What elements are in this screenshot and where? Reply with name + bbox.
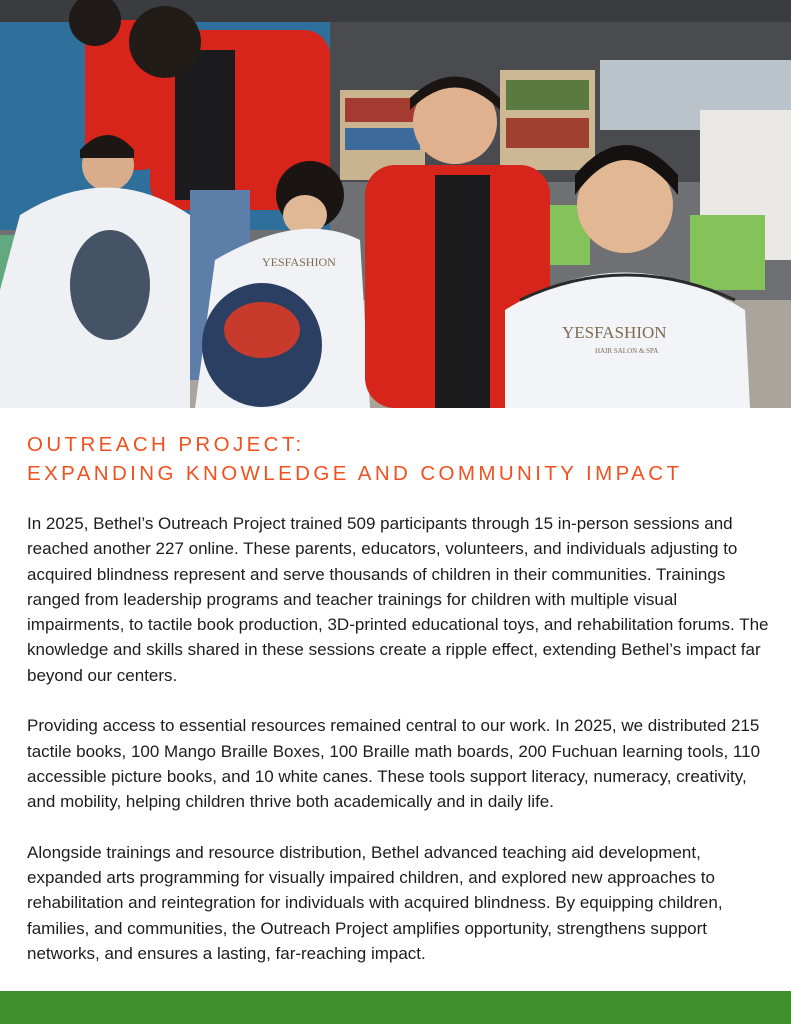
cape-subtext: HAIR SALON & SPA [595, 347, 659, 355]
paragraph-trainings: In 2025, Bethel’s Outreach Project trained 509 participants through 15 in-person sessions and reached another 227 online. These parents, educators, volunteers, and individuals adjusting to acquired blindness represent and serve thousands of children in their communities. Trainings ranged from leadership programs and teacher trainings for children with multiple visual impairments, to tactile book production, 3D-printed educational toys, and rehabilitation forums. The knowledge and skills shared in these sessions create a ripple effect, extending Bethel’s impact far beyond our centers. [27, 514, 769, 685]
heading-line-2: EXPANDING KNOWLEDGE AND COMMUNITY IMPACT [27, 462, 683, 485]
body-text [27, 511, 772, 992]
footer-bar [0, 991, 791, 1024]
cape-brand-text: YESFASHION [562, 323, 667, 342]
paragraph-development: Alongside trainings and resource distribution, Bethel advanced teaching aid development, expanded arts programming for visually impaired children, and explored new approaches to rehabilitation and reintegration for individuals with acquired blindness. By equipping children, families, and communities, the Outreach Project amplifies opportunity, strengthens support networks, and ensures a lasting, far-reaching impact. [27, 842, 723, 964]
hero-photo [0, 0, 791, 408]
heading-line-1: OUTREACH PROJECT: [27, 433, 305, 456]
paragraph-resources: Providing access to essential resources remained central to our work. In 2025, we distributed 215 tactile books, 100 Mango Braille Boxes, 100 Braille math boards, 200 Fuchuan learning tools, 110 accessible picture books, and 10 white canes. These tools support literacy, numeracy, creativity, and mobility, helping children thrive both academically and in daily life. [27, 716, 761, 812]
cape-brand-text-2: YESFASHION [262, 255, 336, 269]
section-heading [27, 430, 767, 488]
haircut-scene-illustration [0, 0, 791, 408]
